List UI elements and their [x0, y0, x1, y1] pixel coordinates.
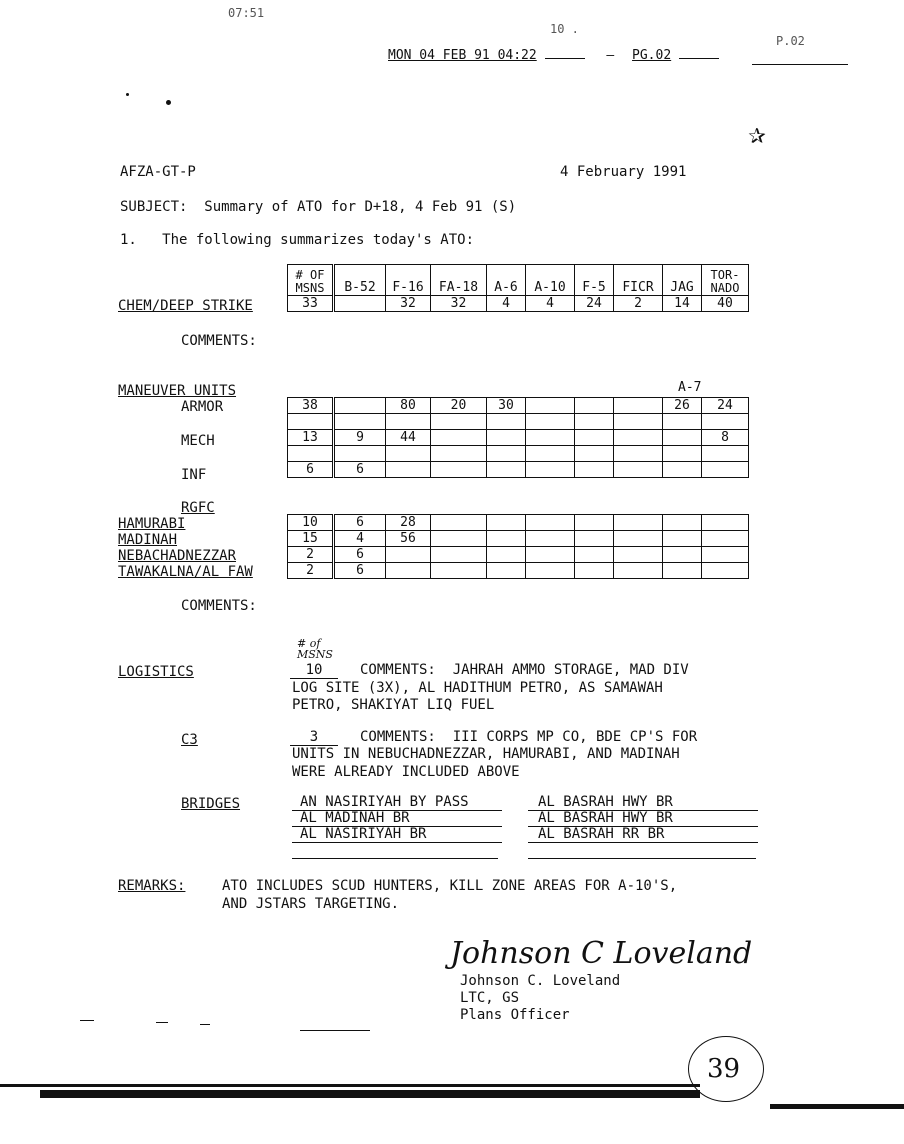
- mech-cell: [614, 430, 663, 446]
- logistics-count-wrap: [290, 662, 338, 679]
- inf-row: [288, 462, 749, 478]
- logistics-label: LOGISTICS: [118, 664, 194, 680]
- chem-cell: 4: [526, 296, 575, 312]
- rgfc-row-nebachadnezzar: [288, 547, 749, 563]
- rgfc-cell: 6: [334, 515, 386, 531]
- mech-cell: [663, 430, 702, 446]
- scan-edge-bar: [40, 1090, 700, 1098]
- remarks-line-1: ATO INCLUDES SCUD HUNTERS, KILL ZONE AREAS FOR A-10'S,: [222, 878, 678, 894]
- rgfc-cell: 56: [386, 531, 431, 547]
- inf-cell: [614, 462, 663, 478]
- page-number: 39: [707, 1054, 741, 1084]
- bridge-left-2: AL MADINAH BR: [300, 810, 410, 826]
- mech-cell: [487, 430, 526, 446]
- rgfc-cell: 2: [288, 547, 334, 563]
- rgfc-cell: [663, 515, 702, 531]
- scan-edge-right: [770, 1104, 904, 1109]
- bridge-right-3-wrap: [528, 826, 758, 843]
- bridges-label: BRIDGES: [181, 796, 241, 812]
- header-f16: F-16: [386, 265, 431, 296]
- rgfc-row-tawakalna: [288, 563, 749, 579]
- chem-cell: 33: [288, 296, 334, 312]
- header-a10: A-10: [526, 265, 575, 296]
- bridge-right-3: AL BASRAH RR BR: [538, 826, 665, 842]
- mech-cell: [526, 430, 575, 446]
- mech-cell: 44: [386, 430, 431, 446]
- fax-page-number: PG.02: [632, 48, 672, 63]
- rgfc-table: [287, 514, 749, 579]
- chem-cell: [334, 296, 386, 312]
- rgfc-row-madinah: [288, 531, 749, 547]
- inf-cell: [575, 462, 614, 478]
- header-rule: [752, 64, 848, 65]
- maneuver-units-title: MANEUVER UNITS: [118, 383, 237, 399]
- header-b52: B-52: [334, 265, 386, 296]
- inf-label: INF: [181, 467, 207, 483]
- underline-gap: [545, 58, 585, 59]
- chem-row-label: CHEM/DEEP STRIKE: [118, 298, 253, 314]
- rgfc-cell: 2: [288, 563, 334, 579]
- header-jag: JAG: [663, 265, 702, 296]
- header-f5: F-5: [575, 265, 614, 296]
- inf-cell: [487, 462, 526, 478]
- tawakalna-label: TAWAKALNA/AL FAW: [118, 564, 253, 580]
- rgfc-cell: 28: [386, 515, 431, 531]
- mech-label: MECH: [181, 433, 215, 449]
- rgfc-title: RGFC: [181, 500, 215, 516]
- inf-cell: 6: [288, 462, 334, 478]
- a7-label: A-7: [678, 380, 702, 395]
- rgfc-cell: 15: [288, 531, 334, 547]
- mech-row: [288, 430, 749, 446]
- handwritten-signature: Johnson C Loveland: [450, 936, 753, 971]
- inf-cell: [431, 462, 487, 478]
- c3-count-wrap: [290, 729, 338, 746]
- chem-cell: 40: [702, 296, 749, 312]
- madinah-label: MADINAH: [118, 532, 178, 548]
- maneuver-table: [287, 397, 749, 478]
- c3-comments-2: UNITS IN NEBUCHADNEZZAR, HAMURABI, AND MADINAH: [292, 746, 680, 762]
- fax-page-mark: P.02: [776, 34, 805, 48]
- armor-cell: [614, 398, 663, 414]
- rgfc-comments-label: COMMENTS:: [181, 598, 257, 614]
- subject-label: SUBJECT:: [120, 199, 188, 215]
- inf-cell: [702, 462, 749, 478]
- header-tornado: TOR-NADO: [702, 265, 749, 296]
- bridge-right-blank-line: [528, 858, 756, 859]
- rgfc-cell: 6: [334, 563, 386, 579]
- logistics-comments-1: COMMENTS: JAHRAH AMMO STORAGE, MAD DIV: [360, 662, 689, 678]
- rgfc-cell: [487, 515, 526, 531]
- intro-paragraph: 1. The following summarizes today's ATO:: [120, 232, 475, 248]
- rgfc-cell: 6: [334, 547, 386, 563]
- margin-mark: [300, 1030, 370, 1031]
- c3-comments-1: COMMENTS: III CORPS MP CO, BDE CP'S FOR: [360, 729, 698, 745]
- remarks-line-2: AND JSTARS TARGETING.: [222, 896, 400, 912]
- inf-cell: [386, 462, 431, 478]
- chem-cell: 2: [614, 296, 663, 312]
- mech-cell: [431, 430, 487, 446]
- transmission-stamp: MON 04 FEB 91 04:22: [388, 48, 537, 63]
- c3-label: C3: [181, 732, 198, 748]
- logistics-comments-2: LOG SITE (3X), AL HADITHUM PETRO, AS SAMAWAH: [292, 680, 663, 696]
- chem-cell: 4: [487, 296, 526, 312]
- rgfc-cell: [614, 515, 663, 531]
- office-symbol: AFZA-GT-P: [120, 164, 196, 180]
- bridge-right-2: AL BASRAH HWY BR: [538, 810, 673, 826]
- chem-cell: 32: [386, 296, 431, 312]
- chem-cell: 24: [575, 296, 614, 312]
- rgfc-cell: [526, 515, 575, 531]
- rgfc-cell: [431, 515, 487, 531]
- inf-cell: [663, 462, 702, 478]
- rgfc-cell: 4: [334, 531, 386, 547]
- c3-comments-3: WERE ALREADY INCLUDED ABOVE: [292, 764, 520, 780]
- chem-header-row: [288, 265, 749, 296]
- inf-cell: [526, 462, 575, 478]
- mech-cell: [575, 430, 614, 446]
- armor-cell: 24: [702, 398, 749, 414]
- armor-cell: 20: [431, 398, 487, 414]
- fax-transmission-line: [388, 48, 719, 63]
- mech-cell: 8: [702, 430, 749, 446]
- chem-cell: 32: [431, 296, 487, 312]
- underline-gap: [679, 58, 719, 59]
- inf-cell: 6: [334, 462, 386, 478]
- spacer-row: [288, 446, 749, 462]
- armor-row: [288, 398, 749, 414]
- armor-cell: 30: [487, 398, 526, 414]
- armor-cell: [575, 398, 614, 414]
- bridge-right-2-wrap: [528, 810, 758, 827]
- mech-cell: 13: [288, 430, 334, 446]
- subject-line: [120, 199, 516, 215]
- speck: [166, 100, 171, 105]
- bridge-right-1: AL BASRAH HWY BR: [538, 794, 673, 810]
- bridge-left-blank-line: [292, 858, 498, 859]
- rgfc-cell: [702, 515, 749, 531]
- subject-text: Summary of ATO for D+18, 4 Feb 91 (S): [204, 199, 517, 215]
- chem-deep-strike-table: [287, 264, 749, 312]
- armor-cell: [526, 398, 575, 414]
- rgfc-cell: [575, 515, 614, 531]
- star-mark-icon: ✰: [748, 116, 767, 151]
- dash: —: [606, 48, 615, 63]
- speck: [126, 93, 129, 96]
- header-ficr: FICR: [614, 265, 663, 296]
- scan-edge-thin: [0, 1084, 700, 1087]
- spacer-row: [288, 414, 749, 430]
- bridge-left-1: AN NASIRIYAH BY PASS: [300, 794, 469, 810]
- logistics-comments-3: PETRO, SHAKIYAT LIQ FUEL: [292, 697, 495, 713]
- logistics-count: 10: [290, 662, 338, 679]
- bridge-right-1-wrap: [528, 794, 758, 811]
- margin-mark: [156, 1022, 168, 1023]
- chem-cell: 14: [663, 296, 702, 312]
- c3-count: 3: [290, 729, 338, 746]
- memo-date: 4 February 1991: [560, 164, 687, 180]
- rgfc-cell: 10: [288, 515, 334, 531]
- armor-cell: 26: [663, 398, 702, 414]
- armor-label: ARMOR: [181, 399, 224, 415]
- mech-cell: 9: [334, 430, 386, 446]
- margin-mark: [200, 1024, 210, 1025]
- signer-name: Johnson C. Loveland: [460, 973, 621, 989]
- armor-cell: [334, 398, 386, 414]
- header-a6: A-6: [487, 265, 526, 296]
- chem-comments-label: COMMENTS:: [181, 333, 257, 349]
- margin-mark: [80, 1020, 94, 1021]
- hand-note-msns: # of MSNS: [297, 637, 333, 661]
- remarks-label: REMARKS:: [118, 878, 186, 894]
- chem-value-row: [288, 296, 749, 312]
- bridge-left-3-wrap: [292, 826, 502, 843]
- header-fa18: FA-18: [431, 265, 487, 296]
- header-msns: # OF MSNS: [288, 265, 334, 296]
- fax-misc-mark: 10 .: [550, 22, 579, 36]
- nebachadnezzar-label: NEBACHADNEZZAR: [118, 548, 237, 564]
- hamurabi-label: HAMURABI: [118, 516, 186, 532]
- rgfc-row-hamurabi: [288, 515, 749, 531]
- bridge-left-2-wrap: [292, 810, 502, 827]
- armor-cell: 80: [386, 398, 431, 414]
- bridge-left-3: AL NASIRIYAH BR: [300, 826, 427, 842]
- fax-time-code: 07:51: [228, 6, 265, 20]
- signer-rank: LTC, GS: [460, 990, 520, 1006]
- bridge-left-1-wrap: [292, 794, 502, 811]
- armor-cell: 38: [288, 398, 334, 414]
- signer-title: Plans Officer: [460, 1007, 570, 1023]
